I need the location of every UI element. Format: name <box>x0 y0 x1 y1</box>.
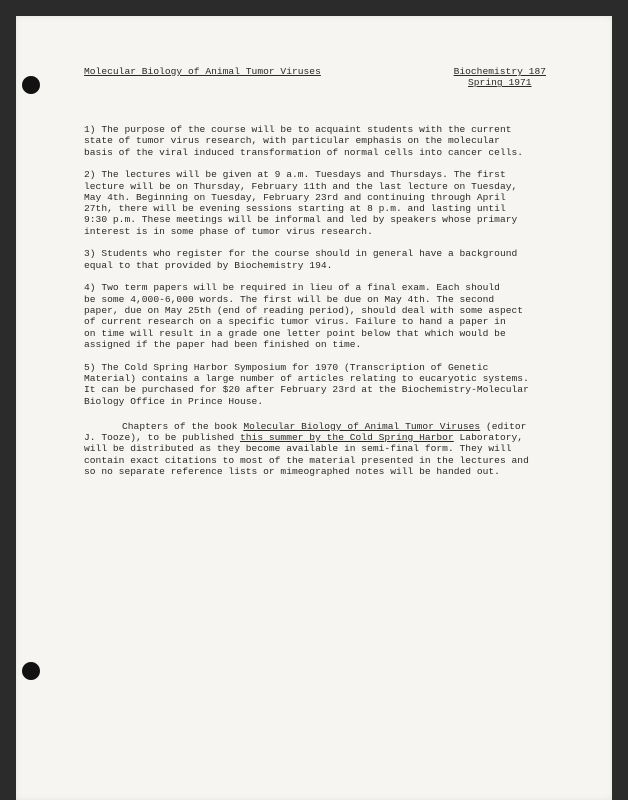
punch-hole-top <box>22 76 40 94</box>
text-line: of current research on a specific tumor virus. Failure to hand a paper in <box>84 316 506 328</box>
text-line: 9:30 p.m. These meetings will be informal and led by speakers whose primary <box>84 214 518 226</box>
paragraph-4 <box>84 282 544 350</box>
paragraph-2 <box>84 169 544 237</box>
text-segment: (editor <box>480 420 527 432</box>
text-line: Material) contains a large number of articles relating to eucaryotic systems. <box>84 372 529 384</box>
text-line: 1) The purpose of the course will be to acquaint students with the current <box>84 124 512 135</box>
book-title: Molecular Biology of Animal Tumor Viruses <box>243 420 481 432</box>
text-line: basis of the viral induced transformation of normal cells into cancer cells. <box>84 146 524 158</box>
text-line: equal to that provided by Biochemistry 194. <box>84 259 333 271</box>
text-line: contain exact citations to most of the material presented in the lectures and <box>84 454 529 466</box>
text-line: paper, due on May 25th (end of reading period), should deal with some aspect <box>84 305 524 317</box>
text-line: assigned if the paper had been finished on time. <box>84 338 362 350</box>
punch-hole-bottom <box>22 662 40 680</box>
closing-paragraph <box>84 421 544 477</box>
course-department: Biochemistry 187 <box>453 66 546 77</box>
text-line: state of tumor virus research, with particular emphasis on the molecular <box>84 135 500 147</box>
text-line <box>84 432 544 443</box>
text-line: be some 4,000-6,000 words. The first will be due on May 4th. The second <box>84 293 495 305</box>
text-line: It can be purchased for $20 after February 23rd at the Biochemistry-Molecular <box>84 384 529 396</box>
text-line: so no separate reference lists or mimeographed notes will be handed out. <box>84 465 500 477</box>
course-title: Molecular Biology of Animal Tumor Viruses <box>84 66 321 77</box>
course-term: Spring 1971 <box>468 77 532 89</box>
paragraph-3 <box>84 248 544 271</box>
paragraph-1 <box>84 124 544 158</box>
text-line: 2) The lectures will be given at 9 a.m. Tuesdays and Thursdays. The first <box>84 169 506 181</box>
text-segment: Laboratory, <box>453 432 524 444</box>
text-segment: J. Tooze), to be published <box>84 432 240 444</box>
text-line: 3) Students who register for the course should in general have a background <box>84 248 518 260</box>
text-line: May 4th. Beginning on Tuesday, February 23rd and continuing through April <box>84 191 506 203</box>
text-line: lecture will be on Thursday, February 11th and the last lecture on Tuesday, <box>84 180 518 192</box>
underlined-phrase: this summer by the Cold Spring Harbor <box>239 432 454 444</box>
text-line: interest is in some phase of tumor virus research. <box>84 225 373 237</box>
course-code-block <box>454 66 546 89</box>
text-segment: Chapters of the book <box>122 420 244 432</box>
text-line: on time will result in a grade one letter point below that which would be <box>84 327 506 339</box>
document-body <box>84 124 544 489</box>
text-line: 5) The Cold Spring Harbor Symposium for 1970 (Transcription of Genetic <box>84 361 489 373</box>
text-line: Biology Office in Prince House. <box>84 395 264 407</box>
paragraph-5 <box>84 362 544 407</box>
text-line: will be distributed as they become available in semi-final form. They will <box>84 443 512 455</box>
text-line <box>84 421 544 432</box>
text-line: 27th, there will be evening sessions starting at 8 p.m. and lasting until <box>84 203 506 215</box>
text-line: 4) Two term papers will be required in lieu of a final exam. Each should <box>84 282 500 294</box>
